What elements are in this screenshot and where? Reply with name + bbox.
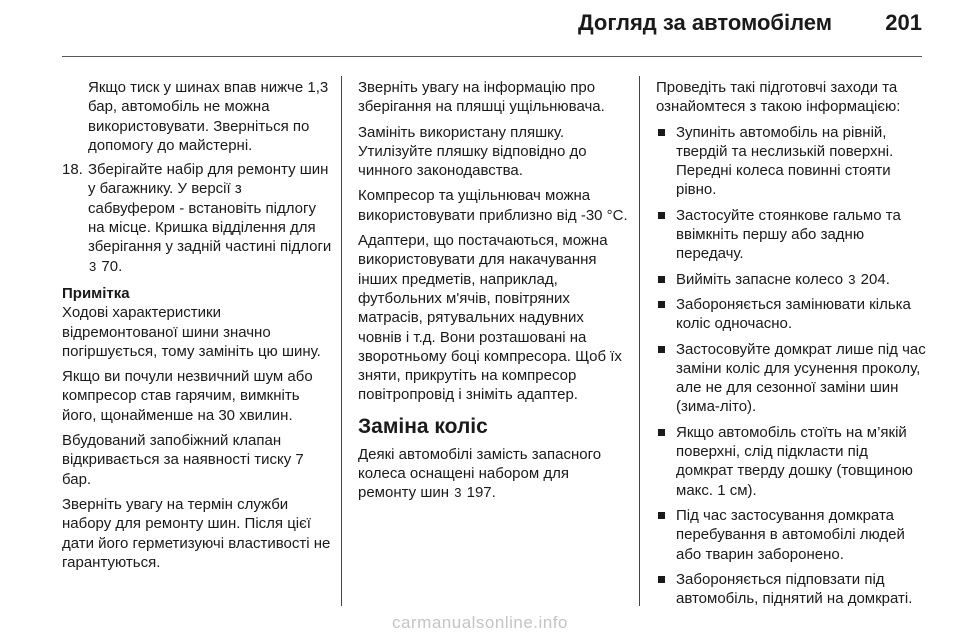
list-item [656, 340, 926, 417]
column-divider-1 [341, 76, 342, 606]
note-title: Примітка [62, 284, 130, 302]
paragraph: Якщо тиск у шинах впав нижче 1,3 бар, автомобіль не можна використовувати. Зверніться по допомогу до майстерні. [88, 79, 329, 154]
bullet-icon [658, 512, 665, 519]
list-item [656, 123, 926, 200]
paragraph: Проведіть такі підготовчі заходи та ознайомтеся з такою інформацією: [656, 79, 901, 116]
list-item [656, 270, 926, 289]
page-reference-icon: 3 [848, 271, 856, 287]
section-heading: Заміна коліс [358, 414, 488, 438]
note-paragraph: Якщо ви почули незвичний шум або компресор став гарячим, вимкніть його, щонайменше на 30 хвилин. [62, 368, 313, 424]
page-reference-icon: 3 [89, 258, 97, 274]
column-3 [656, 78, 926, 614]
list-item-text: Вийміть запасне колесо [676, 270, 844, 288]
list-item [656, 206, 926, 264]
list-item-text: Застосуйте стоянкове гальмо та ввімкніть першу або задню передачу. [676, 206, 901, 263]
bullet-icon [658, 429, 665, 436]
bullet-icon [658, 212, 665, 219]
list-item [656, 506, 926, 564]
list-item-text: Забороняється замінювати кілька коліс одночасно. [676, 295, 911, 333]
paragraph-text: Деякі автомобілі замість запасного колеса оснащені набором для ремонту шин [358, 445, 602, 502]
list-item-text: Застосовуйте домкрат лише під час заміни коліс для усунення проколу, але не для сезонної заміни шин (зима-літо). [676, 340, 926, 416]
bullet-icon [658, 276, 665, 283]
paragraph: Зверніть увагу на інформацію про зберігання на пляшці ущільнювача. [358, 79, 605, 116]
item-number: 18. [62, 161, 83, 179]
list-item-text: Зупиніть автомобіль на рівній, твердій та неслизькій поверхні. Передні колеса повинні стояти рівно. [676, 123, 894, 199]
list-item [656, 423, 926, 500]
item-text: Зберігайте набір для ремонту шин у багажнику. У версії з сабвуфером - встановіть підлогу на місце. Кришка відділення для зберігання у задній частині підлоги [88, 161, 332, 256]
column-2 [358, 78, 630, 509]
column-1 [62, 78, 332, 578]
list-item-text: Якщо автомобіль стоїть на м’якій поверхні, слід підкласти під домкрат тверду дошку (товщиною макс. 1 см). [676, 423, 913, 499]
bullet-icon [658, 576, 665, 583]
paragraph [358, 445, 630, 503]
numbered-item-18 [62, 160, 332, 276]
page-number: 201 [885, 10, 922, 35]
page-reference[interactable]: 204. [860, 270, 890, 288]
page-title: Догляд за автомобілем [577, 10, 832, 35]
list-item [656, 570, 926, 609]
bullet-icon [658, 346, 665, 353]
watermark: carmanualsonline.info [392, 613, 568, 632]
page-reference[interactable]: 197. [466, 484, 496, 502]
paragraph: Адаптери, що постачаються, можна використовувати для накачування інших предметів, наприклад, футбольних м'ячів, повітряних матрасів, рятувальних надувних човнів і т.д. Вони розташовані на зворотньому боці компресора. Щоб їх зняти, прикрутіть на компресор повітропровід і зніміть адаптер. [358, 232, 622, 404]
note-paragraph: Вбудований запобіжний клапан відкривається за наявності тиску 7 бар. [62, 432, 304, 488]
paragraph: Замініть використану пляшку. Утилізуйте пляшку відповідно до чинного законодавства. [358, 123, 587, 180]
paragraph: Компресор та ущільнювач можна використовувати приблизно від -30 °C. [358, 187, 628, 224]
page-reference[interactable]: 70. [101, 257, 123, 275]
bullet-icon [658, 301, 665, 308]
note-paragraph: Ходові характеристики відремонтованої шини значно погіршується, тому замініть цю шину. [62, 304, 321, 360]
bullet-icon [658, 129, 665, 136]
column-divider-2 [639, 76, 640, 606]
header-divider [62, 56, 922, 57]
list-item-text: Забороняється підповзати під автомобіль, піднятий на домкраті. [676, 570, 913, 608]
note-paragraph: Зверніть увагу на термін служби набору для ремонту шин. Після цієї дати його герметизуючі властивості не гарантуються. [62, 495, 331, 571]
page-reference-icon: 3 [454, 485, 462, 501]
list-item [656, 295, 926, 334]
list-item-text: Під час застосування домкрата перебування в автомобілі людей або тварин заборонено. [676, 506, 905, 563]
